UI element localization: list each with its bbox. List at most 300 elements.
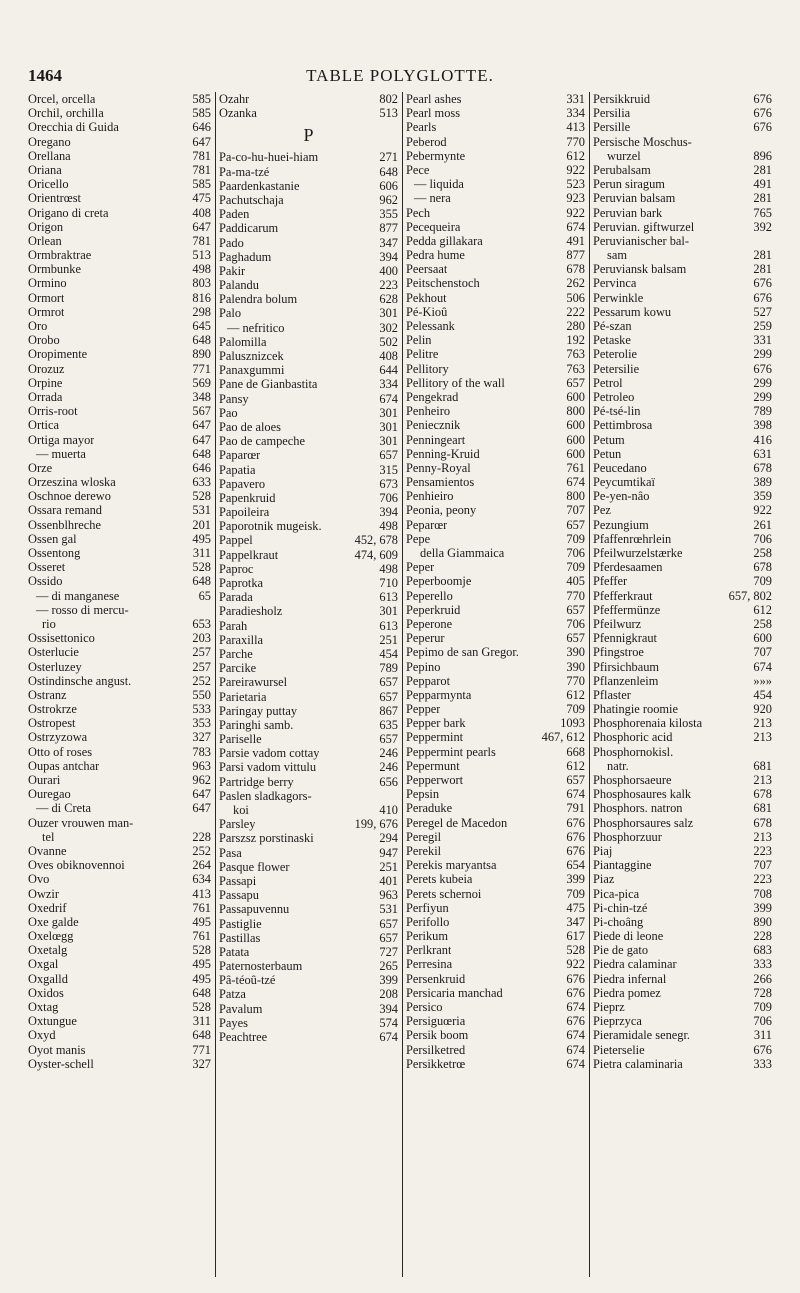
entry-term: — nera <box>414 191 451 206</box>
index-entry <box>28 702 211 716</box>
entry-page-ref: 770 <box>566 673 585 688</box>
entry-term: Pearl ashes <box>406 92 462 106</box>
entry-page-ref: 585 <box>192 177 211 192</box>
entry-page-ref: 674 <box>566 1042 585 1057</box>
index-entry <box>28 589 211 603</box>
entry-term: Parietaria <box>219 689 267 704</box>
index-entry <box>406 787 585 801</box>
entry-term: natr. <box>607 758 629 773</box>
index-entry <box>28 730 211 744</box>
entry-term: Penningeart <box>406 432 466 447</box>
index-entry <box>28 276 211 290</box>
index-entry <box>219 860 398 874</box>
index-entry <box>406 362 585 376</box>
entry-page-ref: 765 <box>753 205 772 220</box>
index-entry <box>406 816 585 830</box>
entry-page-ref: 301 <box>379 604 398 619</box>
entry-page-ref: 258 <box>753 546 772 560</box>
entry-page-ref: 550 <box>192 687 211 702</box>
index-entry <box>28 759 211 773</box>
index-entry <box>593 333 772 347</box>
entry-term: Origano di creta <box>28 205 109 220</box>
entry-page-ref: 676 <box>566 971 585 986</box>
entry-term: Pece <box>406 162 430 177</box>
index-entry <box>28 844 211 858</box>
entry-page-ref: 394 <box>379 249 398 264</box>
entry-page-ref: 612 <box>566 148 585 163</box>
entry-page-ref: 281 <box>753 262 772 277</box>
entry-page-ref: 389 <box>753 475 772 490</box>
index-entry <box>406 730 585 744</box>
index-entry <box>28 418 211 432</box>
entry-page-ref: 251 <box>379 859 398 874</box>
entry-page-ref: 299 <box>753 389 772 404</box>
index-entry <box>219 760 398 774</box>
entry-page-ref: 709 <box>566 702 585 717</box>
entry-term: Pane de Gianbastita <box>219 377 318 392</box>
entry-term: Paringhi samb. <box>219 717 294 732</box>
index-entry <box>28 872 211 886</box>
entry-term: Panaxgummi <box>219 363 285 378</box>
entry-page-ref: 528 <box>192 1000 211 1014</box>
entry-term: Owzir <box>28 886 59 901</box>
index-entry <box>406 688 585 702</box>
entry-term: Oupas antchar <box>28 758 100 773</box>
index-entry <box>219 420 398 434</box>
index-entry <box>593 276 772 290</box>
index-entry <box>406 220 585 234</box>
entry-term: Ormrot <box>28 304 65 319</box>
index-entry <box>28 191 211 205</box>
entry-page-ref: 498 <box>192 262 211 277</box>
index-entry <box>406 404 585 418</box>
index-entry <box>219 477 398 491</box>
entry-term: Passapu <box>219 888 259 903</box>
entry-term: Oyster-schell <box>28 1056 94 1071</box>
index-entry <box>28 745 211 759</box>
entry-page-ref: 800 <box>566 404 585 419</box>
index-entry <box>406 887 585 901</box>
entry-page-ref: 353 <box>192 716 211 731</box>
entry-page-ref: 657 <box>379 675 398 690</box>
entry-term: Petum <box>593 432 625 447</box>
entry-term: Ozahr <box>219 92 250 106</box>
index-entry <box>406 1000 585 1014</box>
entry-term: Persille <box>593 120 631 135</box>
entry-page-ref: 301 <box>379 434 398 449</box>
entry-term: Paslen sladkagors- <box>219 788 312 803</box>
index-entry <box>219 278 398 292</box>
entry-page-ref: 634 <box>192 872 211 887</box>
entry-page-ref: 246 <box>379 746 398 761</box>
entry-term: Perun siragum <box>593 177 665 192</box>
entry-page-ref: 513 <box>379 106 398 121</box>
entry-page-ref: 647 <box>192 418 211 433</box>
index-entry <box>219 406 398 420</box>
entry-page-ref: 280 <box>566 319 585 333</box>
index-entry <box>593 120 772 134</box>
entry-term: Pappel <box>219 533 253 548</box>
entry-term: Pepparot <box>406 673 451 688</box>
index-entry <box>406 1043 585 1057</box>
index-entry <box>28 887 211 901</box>
entry-term: Oxgal <box>28 957 59 972</box>
entry-page-ref: 707 <box>753 858 772 873</box>
entry-page-ref: 781 <box>192 148 211 163</box>
index-entry <box>28 362 211 376</box>
entry-page-ref: 600 <box>566 446 585 461</box>
entry-term: Pedda gillakara <box>406 233 483 248</box>
index-entry <box>28 929 211 943</box>
entry-page-ref: 311 <box>192 1014 211 1029</box>
entry-term: Perifollo <box>406 914 450 929</box>
index-entry <box>219 732 398 746</box>
index-entry <box>593 220 772 234</box>
entry-term: Ormino <box>28 276 67 291</box>
index-entry <box>28 688 211 702</box>
index-entry <box>406 1028 585 1042</box>
index-entry <box>219 718 398 732</box>
index-entry <box>593 957 772 971</box>
index-entry <box>593 503 772 517</box>
entry-term: Perekil <box>406 843 442 858</box>
entry-page-ref: 683 <box>753 943 772 958</box>
index-entry <box>593 206 772 220</box>
entry-page-ref: 398 <box>753 418 772 433</box>
index-entry <box>406 660 585 674</box>
entry-term: Peberod <box>406 134 447 149</box>
entry-page-ref: 251 <box>379 632 398 647</box>
entry-page-ref: 648 <box>192 985 211 1000</box>
index-entry <box>219 448 398 462</box>
entry-page-ref: 612 <box>566 758 585 773</box>
entry-page-ref: 789 <box>753 404 772 419</box>
entry-term: Ormbraktrae <box>28 248 92 263</box>
entry-page-ref: 648 <box>192 1028 211 1043</box>
entry-term: Perubalsam <box>593 162 651 177</box>
entry-page-ref: 676 <box>753 290 772 305</box>
entry-page-ref: 259 <box>753 319 772 333</box>
entry-page-ref: 761 <box>192 929 211 944</box>
entry-page-ref: 947 <box>379 845 398 860</box>
entry-term: Phosphosaures kalk <box>593 787 692 802</box>
entry-page-ref: 770 <box>566 588 585 603</box>
index-entry <box>219 647 398 661</box>
index-entry <box>219 633 398 647</box>
entry-term: Pettimbrosa <box>593 418 653 433</box>
entry-term: Phosphorsaeure <box>593 773 672 787</box>
entry-page-ref: 452, 678 <box>354 533 398 548</box>
index-entry <box>593 149 772 163</box>
index-entry <box>219 604 398 618</box>
entry-term: della Giammaica <box>420 546 505 560</box>
index-entry <box>219 434 398 448</box>
entry-page-ref: 791 <box>566 801 585 816</box>
index-entry <box>593 929 772 943</box>
index-entry <box>406 503 585 517</box>
entry-term: Pepino <box>406 659 441 674</box>
index-entry <box>593 1014 772 1028</box>
entry-page-ref: 600 <box>566 432 585 447</box>
entry-term: Pao de aloes <box>219 419 281 434</box>
index-entry <box>593 447 772 461</box>
entry-term: Peruvian. giftwurzel <box>593 219 695 234</box>
index-entry <box>219 165 398 179</box>
entry-page-ref: 528 <box>192 560 211 575</box>
index-entry <box>28 489 211 503</box>
index-entry <box>28 943 211 957</box>
entry-page-ref: 213 <box>753 829 772 844</box>
index-entry <box>593 475 772 489</box>
entry-page-ref: 706 <box>566 616 585 631</box>
index-entry <box>406 106 585 120</box>
index-entry <box>28 1043 211 1057</box>
entry-term: Phosphoric acid <box>593 730 673 745</box>
index-entry <box>406 532 585 546</box>
entry-page-ref: 495 <box>192 531 211 546</box>
entry-term: Piedra pomez <box>593 985 661 1000</box>
entry-term: — nefritico <box>227 320 285 335</box>
index-entry <box>406 291 585 305</box>
index-entry <box>593 489 772 503</box>
entry-page-ref: 399 <box>566 872 585 887</box>
entry-term: Peparœr <box>406 517 448 532</box>
entry-term: Oxtag <box>28 1000 59 1014</box>
entry-page-ref: 676 <box>566 1014 585 1029</box>
index-entry <box>593 986 772 1000</box>
entry-term: Pepparmynta <box>406 687 472 702</box>
entry-page-ref: 600 <box>566 389 585 404</box>
entry-page-ref: 707 <box>566 503 585 518</box>
index-entry <box>406 262 585 276</box>
entry-term: Pastillas <box>219 930 261 945</box>
index-entry <box>406 674 585 688</box>
entry-term: Palusznizcek <box>219 349 284 363</box>
entry-term: Piaz <box>593 872 615 887</box>
entry-page-ref: 528 <box>192 489 211 504</box>
index-entry <box>593 801 772 815</box>
index-entry <box>593 347 772 361</box>
entry-page-ref: 348 <box>192 389 211 404</box>
entry-term: Persenkruid <box>406 971 466 986</box>
entry-term: Persicaria manchad <box>406 985 503 1000</box>
entry-term: Parcike <box>219 661 257 676</box>
entry-term: Pervinca <box>593 276 637 291</box>
entry-term: Papenkruid <box>219 490 276 505</box>
entry-term: Papavero <box>219 476 266 491</box>
entry-page-ref: 531 <box>379 902 398 917</box>
index-entry <box>219 562 398 576</box>
entry-term: Paparœr <box>219 448 261 463</box>
entry-page-ref: 678 <box>566 262 585 277</box>
entry-page-ref: 613 <box>379 590 398 605</box>
entry-term: Papoileira <box>219 505 270 520</box>
entry-page-ref: 228 <box>753 929 772 944</box>
entry-page-ref: 771 <box>192 1042 211 1057</box>
entry-term: Orrada <box>28 389 63 404</box>
index-entry <box>28 901 211 915</box>
index-entry <box>593 191 772 205</box>
index-columns <box>28 92 778 1277</box>
entry-term: Parada <box>219 590 253 605</box>
index-entry <box>406 376 585 390</box>
entry-page-ref: 678 <box>753 460 772 475</box>
entry-term: Petroleo <box>593 389 635 404</box>
entry-term: Pieramidale senegr. <box>593 1028 691 1043</box>
index-entry <box>219 803 398 817</box>
entry-page-ref: 962 <box>379 192 398 207</box>
index-entry <box>593 872 772 886</box>
entry-page-ref: 65 <box>198 588 211 603</box>
entry-page-ref: 327 <box>192 1056 211 1071</box>
index-entry <box>28 1014 211 1028</box>
entry-page-ref: 252 <box>192 673 211 688</box>
entry-term: Peonia, peony <box>406 503 477 518</box>
index-entry <box>593 234 772 248</box>
index-entry <box>28 404 211 418</box>
entry-page-ref: 266 <box>753 971 772 986</box>
entry-page-ref: 920 <box>753 702 772 717</box>
entry-page-ref: 331 <box>753 333 772 348</box>
index-entry <box>28 461 211 475</box>
entry-page-ref: 574 <box>379 1015 398 1030</box>
index-entry <box>28 1028 211 1042</box>
index-entry <box>406 120 585 134</box>
index-entry <box>406 347 585 361</box>
entry-term: Ostropest <box>28 716 76 731</box>
entry-page-ref: 653 <box>192 616 211 631</box>
index-entry <box>406 149 585 163</box>
entry-page-ref: 502 <box>379 334 398 349</box>
entry-page-ref: 676 <box>753 92 772 106</box>
index-entry <box>219 945 398 959</box>
index-entry <box>28 787 211 801</box>
entry-page-ref: 771 <box>192 361 211 376</box>
index-entry <box>219 1002 398 1016</box>
entry-term: Pe-yen-nâo <box>593 489 650 504</box>
entry-page-ref: 923 <box>566 191 585 206</box>
entry-page-ref: 613 <box>379 618 398 633</box>
entry-page-ref: 192 <box>566 333 585 348</box>
index-entry <box>406 943 585 957</box>
entry-page-ref: 789 <box>379 661 398 676</box>
index-entry <box>28 1057 211 1071</box>
entry-term: Pepper bark <box>406 716 466 731</box>
index-entry <box>593 532 772 546</box>
index-entry <box>406 929 585 943</box>
entry-term: Paradiesholz <box>219 604 283 619</box>
entry-term: Orcel, orcella <box>28 92 96 106</box>
entry-page-ref: 467, 612 <box>541 730 585 745</box>
entry-term: koi <box>233 803 249 817</box>
entry-term: Oxedrif <box>28 900 67 915</box>
entry-page-ref: 213 <box>753 773 772 787</box>
entry-term: Persikkruid <box>593 92 651 106</box>
entry-term: Phosphorenaia kilosta <box>593 716 703 731</box>
entry-term: — rosso di mercu- <box>36 602 129 617</box>
entry-term: Peterolie <box>593 347 638 362</box>
index-entry <box>28 433 211 447</box>
index-entry <box>219 533 398 547</box>
index-entry <box>219 846 398 860</box>
index-entry <box>593 390 772 404</box>
index-entry <box>219 377 398 391</box>
entry-page-ref: 533 <box>192 702 211 717</box>
entry-term: Pachutschaja <box>219 192 284 207</box>
entry-term: Pech <box>406 205 431 220</box>
entry-term: Ostranz <box>28 687 67 702</box>
entry-term: Ouregao <box>28 787 71 802</box>
entry-page-ref: 262 <box>566 276 585 291</box>
index-entry <box>593 858 772 872</box>
entry-page-ref: 454 <box>379 646 398 661</box>
entry-term: Pareirawursel <box>219 675 288 690</box>
entry-page-ref: 674 <box>566 787 585 802</box>
entry-term: Orze <box>28 460 53 475</box>
entry-page-ref: 647 <box>192 801 211 816</box>
entry-term: Paden <box>219 207 250 222</box>
entry-page-ref: 674 <box>566 1056 585 1071</box>
entry-page-ref: 647 <box>192 432 211 447</box>
index-entry <box>406 986 585 1000</box>
index-entry <box>406 305 585 319</box>
entry-page-ref: 648 <box>192 574 211 589</box>
page-header <box>28 66 772 90</box>
index-entry <box>219 1030 398 1044</box>
entry-term: — liquida <box>414 177 464 192</box>
entry-page-ref: 648 <box>192 333 211 348</box>
entry-term: Ortiga mayor <box>28 432 95 447</box>
entry-page-ref: 569 <box>192 375 211 390</box>
index-entry <box>406 631 585 645</box>
index-entry <box>219 973 398 987</box>
entry-page-ref: 495 <box>192 957 211 972</box>
entry-term: Peperboomje <box>406 574 472 589</box>
index-column-2 <box>215 92 402 1277</box>
index-entry <box>28 1000 211 1014</box>
entry-term: Pearls <box>406 120 437 135</box>
index-entry <box>406 858 585 872</box>
entry-page-ref: 674 <box>566 219 585 234</box>
index-entry <box>28 220 211 234</box>
entry-term: Pé-tsé-lin <box>593 404 641 419</box>
index-entry <box>219 789 398 803</box>
entry-page-ref: 761 <box>566 460 585 475</box>
entry-page-ref: 674 <box>379 1030 398 1044</box>
entry-term: Pasa <box>219 845 242 860</box>
index-entry <box>593 617 772 631</box>
entry-page-ref: 311 <box>753 1028 772 1043</box>
index-entry <box>28 518 211 532</box>
index-entry <box>28 645 211 659</box>
index-entry <box>219 690 398 704</box>
entry-term: Ovo <box>28 872 50 887</box>
entry-page-ref: 606 <box>379 178 398 193</box>
index-column-3 <box>402 92 589 1277</box>
entry-term: Peniecznik <box>406 418 461 433</box>
entry-term: Paardenkastanie <box>219 178 300 193</box>
entry-term: Orobo <box>28 333 60 348</box>
index-entry <box>219 987 398 1001</box>
entry-page-ref: 301 <box>379 419 398 434</box>
entry-page-ref: 668 <box>566 744 585 759</box>
index-entry <box>219 675 398 689</box>
index-column-4 <box>589 92 776 1277</box>
entry-term: Patata <box>219 944 250 959</box>
entry-page-ref: 681 <box>753 801 772 816</box>
entry-page-ref: 728 <box>753 985 772 1000</box>
entry-page-ref: 706 <box>566 546 585 560</box>
